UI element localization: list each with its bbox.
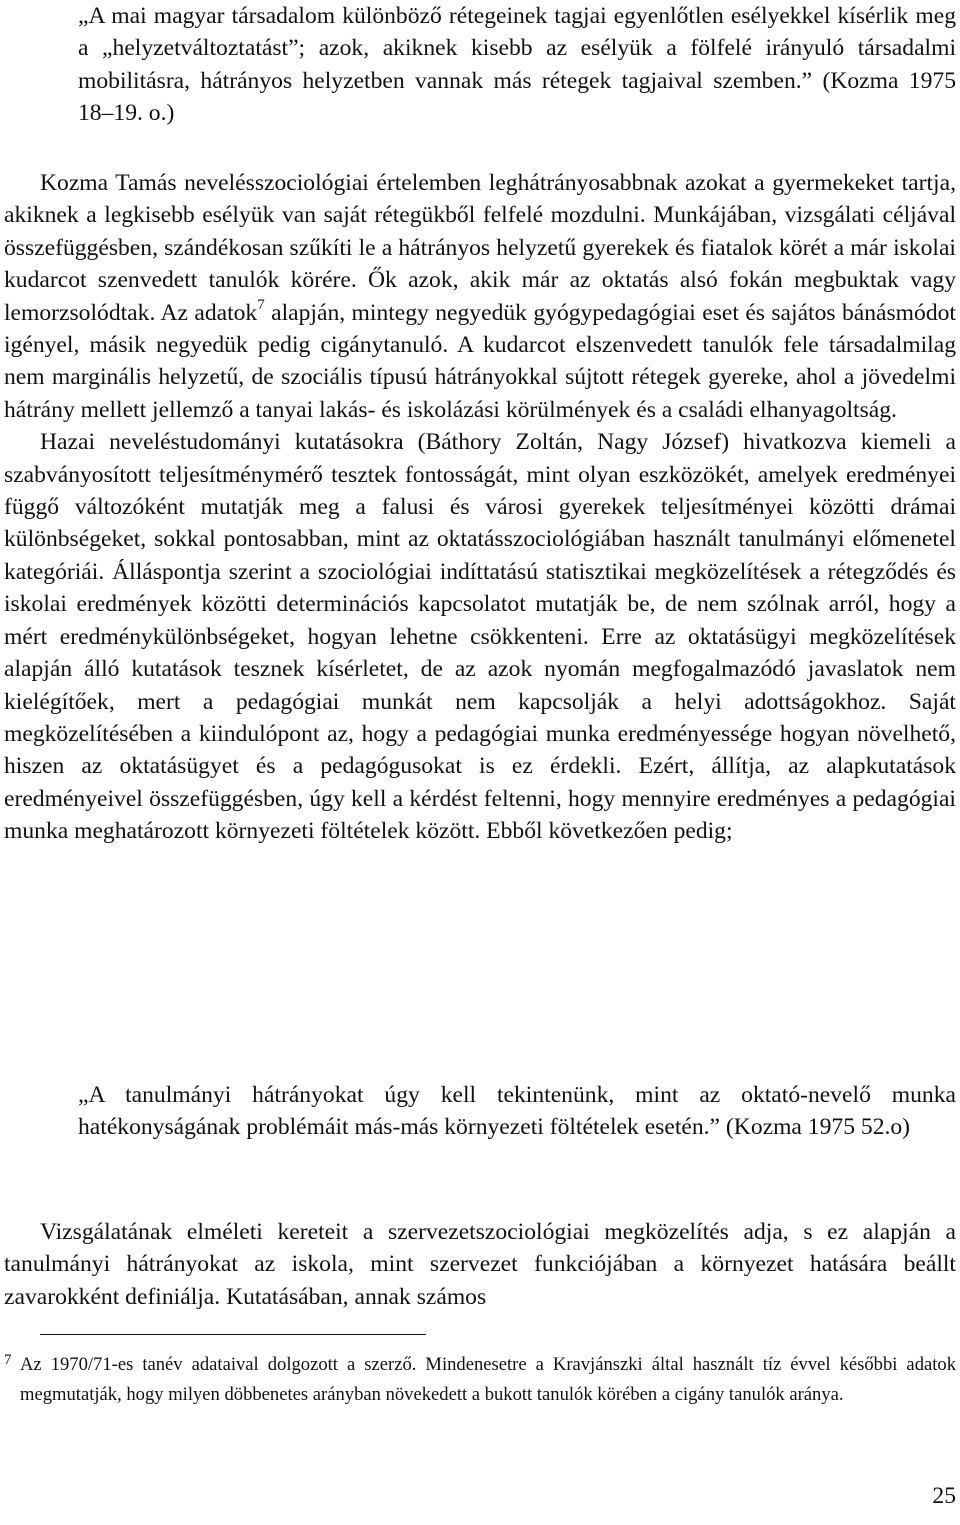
paragraph-kozma [4, 167, 956, 426]
footnote-text: Az 1970/71-es tanév adataival dolgozott a szerző. Mindenesetre a Kravjánszki által használt tíz évvel későbbi adatok megmutatják, hogy milyen döbbenetes arányban növekedett a bukott tanulók körében a cigány tanulók aránya. [20, 1354, 956, 1405]
paragraph-framework: Vizsgálatának elméleti kereteit a szervezetszociológiai megközelítés adja, s ez alapján a tanulmányi hátrányokat az iskola, mint szervezet funkciójában a környezet hatására beállt zavarokként definiálja. Kutatásában, annak számos [4, 1219, 956, 1310]
footnote-mark: 7 [4, 1352, 12, 1368]
footnote [4, 1350, 956, 1409]
footnote-separator [40, 1334, 426, 1335]
footnote-reference: 7 [257, 296, 265, 313]
body-paragraph-1 [4, 167, 956, 848]
paragraph-kozma-text-a: Kozma Tamás nevelésszociológiai értelemben leghátrányosabbnak azokat a gyermekeket tartja, akiknek a legkisebb esélyük van saját rétegükből felfelé mozdulni. Munkájában, vizsgálati céljával összefüggésben, szándékosan szűkíti le a hátrányos helyzetű gyerekek és fiatalok körét a már iskolai kudarcot szenvedett tanulók körére. Ők azok, akik már az oktatás alsó fokán megbuktak vagy lemorzsolódtak. Az adatok [4, 170, 956, 326]
paragraph-kozma-text-b: alapján, mintegy negyedük gyógypedagógiai eset és sajátos bánásmódot igényel, másik negyedük pedig cigánytanuló. A kudarcot elszenvedett tanulók fele társadalmilag nem marginális helyzetű, de szociális típusú hátrányokkal sújtott rétegek gyereke, ahol a jövedelmi hátrány mellett jellemző a tanyai lakás- és iskolázási körülmények és a családi elhanyagoltság. [4, 299, 956, 423]
opening-quote: „A mai magyar társadalom különböző rétegeinek tagjai egyenlőtlen esélyekkel kísérlik meg a „helyzetváltoztatást”; azok, akiknek kisebb az esélyük a fölfelé irányuló társadalmi mobilitásra, hátrányos helyzetben vannak más rétegek tagjaival szemben.” (Kozma 1975 18–19. o.) [78, 3, 956, 127]
page-number: 25 [932, 1483, 956, 1509]
block-quote: „A tanulmányi hátrányokat úgy kell tekintenünk, mint az oktató-nevelő munka hatékonyságának problémáit más-más környezeti föltételek esetén.” (Kozma 1975 52.o) [78, 1082, 956, 1141]
paragraph-research: Hazai neveléstudományi kutatásokra (Báthory Zoltán, Nagy József) hivatkozva kiemeli a szabványosított teljesítménymérő tesztek fontosságát, mint olyan eszközökét, amelyek eredményei függő változóként mutatják meg a falusi és városi gyerekek teljesítményei közötti drámai különbségeket, sokkal pontosabban, mint az oktatásszociológiában használt tanulmányi előmenetel kategóriái. Álláspontja szerint a szociológiai indíttatású statisztikai megközelítések a rétegződés és iskolai eredmények közötti determinációs kapcsolatot mutatják be, de nem szólnak arról, hogy a mért eredménykülönbségeket, hogyan lehetne csökkenteni. Erre az oktatásügyi megközelítések alapján álló kutatások tesznek kísérletet, de az azok nyomán megfogalmazódó javaslatok nem kielégítőek, mert a pedagógiai munkát nem kapcsolják a helyi adottságokhoz. Saját megközelítésében a kiindulópont az, hogy a pedagógiai munka eredményessége hogyan növelhető, hiszen az oktatásügyet és a pedagógusokat is ez érdekli. Ezért, állítja, az alapkutatások eredményeivel összefüggésben, úgy kell a kérdést feltenni, hogy mennyire eredményes a pedagógiai munka meghatározott környezeti föltételek között. Ebből következően pedig; [4, 429, 956, 845]
